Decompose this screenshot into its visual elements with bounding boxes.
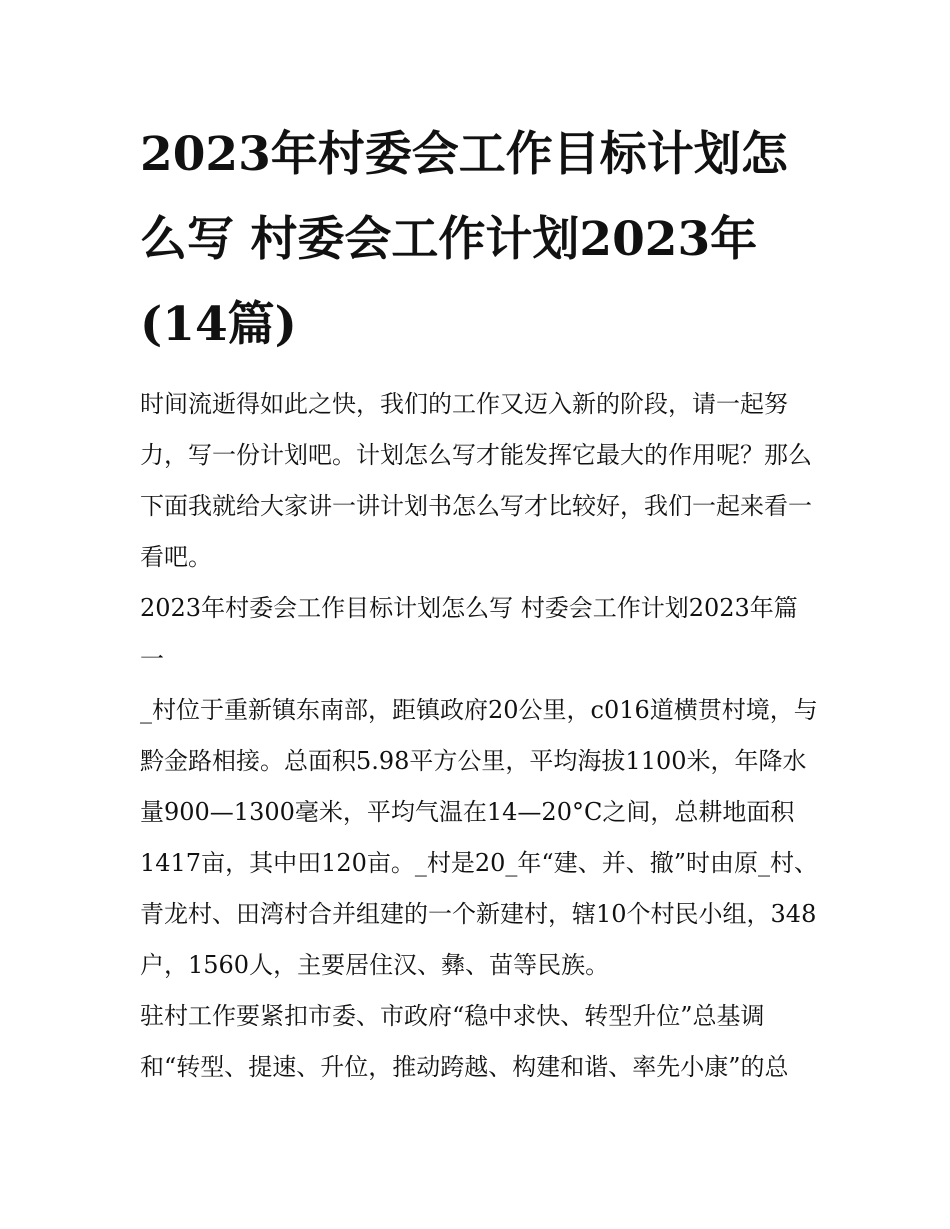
document-title: 2023年村委会工作目标计划怎么写 村委会工作计划2023年(14篇) — [140, 127, 788, 352]
document-page — [140, 112, 820, 1093]
section-heading: 2023年村委会工作目标计划怎么写 村委会工作计划2023年篇一 — [140, 594, 798, 673]
village-overview-paragraph: _村位于重新镇东南部，距镇政府20公里，c016道横贯村境，与黔金路相接。总面积5.98平方公里，平均海拔1100米，年降水量900—1300毫米，平均气温在14—20°C之间，总耕地面积1417亩，其中田120亩。_村是20_年“建、并、撤”时由原_村、青龙村、田湾村合并组建的一个新建村，辖10个村民小组，348户，1560人，主要居住汉、彝、苗等民族。 — [140, 696, 818, 979]
intro-paragraph: 时间流逝得如此之快，我们的工作又迈入新的阶段，请一起努力，写一份计划吧。计划怎么写才能发挥它最大的作用呢？那么下面我就给大家讲一讲计划书怎么写才比较好，我们一起来看一看吧。 — [140, 390, 812, 571]
work-guideline-paragraph: 驻村工作要紧扣市委、市政府“稳中求快、转型升位”总基调和“转型、提速、升位，推动跨越、构建和谐、率先小康”的总 — [140, 1002, 789, 1081]
